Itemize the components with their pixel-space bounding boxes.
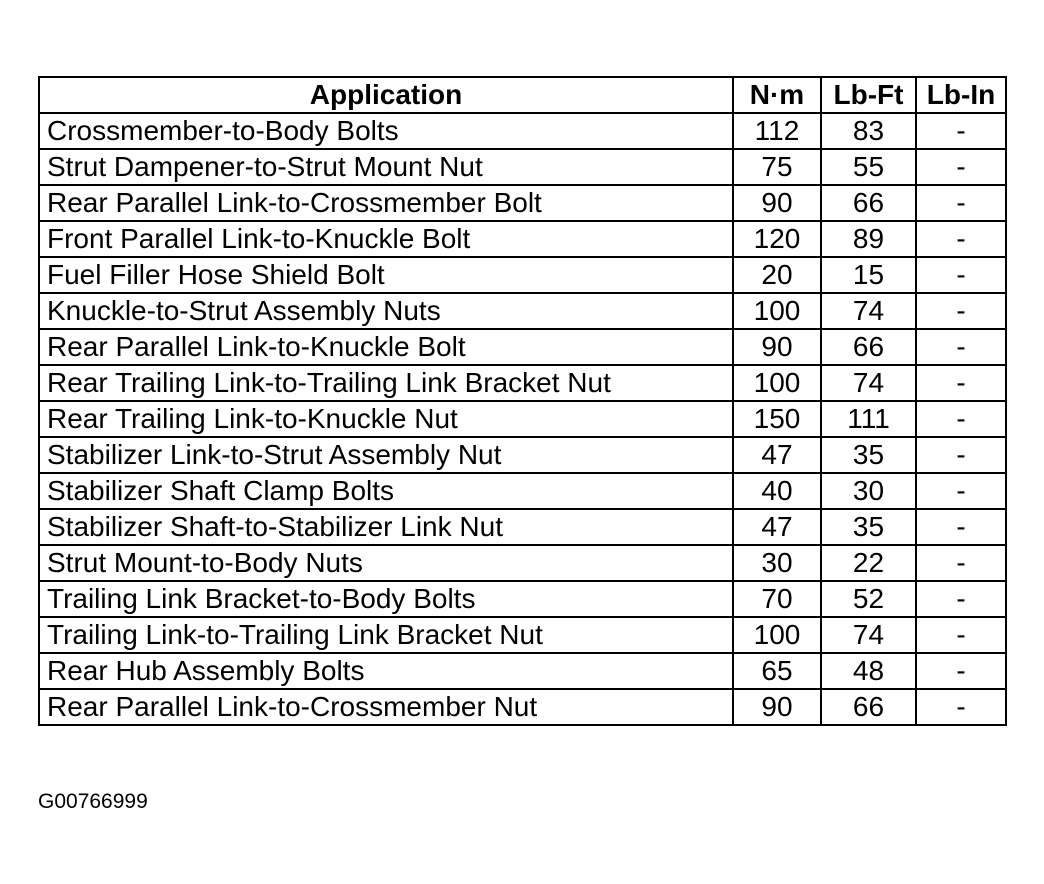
cell-lbft: 74 xyxy=(821,293,916,329)
cell-nm: 47 xyxy=(733,437,821,473)
cell-lbft: 15 xyxy=(821,257,916,293)
table-row xyxy=(39,689,1006,725)
cell-nm: 120 xyxy=(733,221,821,257)
cell-application: Strut Dampener-to-Strut Mount Nut xyxy=(39,149,733,185)
table-row xyxy=(39,113,1006,149)
cell-lbin: - xyxy=(916,149,1006,185)
table-row xyxy=(39,581,1006,617)
cell-lbin: - xyxy=(916,185,1006,221)
cell-nm: 150 xyxy=(733,401,821,437)
cell-nm: 112 xyxy=(733,113,821,149)
cell-nm: 100 xyxy=(733,617,821,653)
table-body xyxy=(39,113,1006,725)
cell-lbft: 74 xyxy=(821,365,916,401)
header-lbft: Lb-Ft xyxy=(821,77,916,113)
table-row xyxy=(39,185,1006,221)
table-row xyxy=(39,545,1006,581)
cell-nm: 65 xyxy=(733,653,821,689)
cell-nm: 90 xyxy=(733,329,821,365)
table-row xyxy=(39,437,1006,473)
cell-lbin: - xyxy=(916,365,1006,401)
cell-nm: 90 xyxy=(733,185,821,221)
cell-application: Stabilizer Shaft-to-Stabilizer Link Nut xyxy=(39,509,733,545)
cell-lbft: 89 xyxy=(821,221,916,257)
cell-nm: 100 xyxy=(733,365,821,401)
table-row xyxy=(39,293,1006,329)
cell-nm: 20 xyxy=(733,257,821,293)
torque-spec-table xyxy=(38,76,1007,726)
cell-lbin: - xyxy=(916,473,1006,509)
cell-lbin: - xyxy=(916,401,1006,437)
cell-lbin: - xyxy=(916,257,1006,293)
cell-lbin: - xyxy=(916,329,1006,365)
cell-application: Knuckle-to-Strut Assembly Nuts xyxy=(39,293,733,329)
cell-nm: 40 xyxy=(733,473,821,509)
cell-application: Stabilizer Shaft Clamp Bolts xyxy=(39,473,733,509)
cell-application: Rear Trailing Link-to-Knuckle Nut xyxy=(39,401,733,437)
header-lbin: Lb-In xyxy=(916,77,1006,113)
cell-lbft: 52 xyxy=(821,581,916,617)
cell-lbft: 22 xyxy=(821,545,916,581)
cell-lbft: 48 xyxy=(821,653,916,689)
cell-application: Strut Mount-to-Body Nuts xyxy=(39,545,733,581)
cell-lbft: 83 xyxy=(821,113,916,149)
cell-nm: 90 xyxy=(733,689,821,725)
cell-lbft: 66 xyxy=(821,329,916,365)
cell-lbft: 35 xyxy=(821,437,916,473)
table-row xyxy=(39,401,1006,437)
cell-lbin: - xyxy=(916,113,1006,149)
cell-nm: 75 xyxy=(733,149,821,185)
table-row xyxy=(39,329,1006,365)
table-row xyxy=(39,653,1006,689)
cell-application: Rear Parallel Link-to-Crossmember Bolt xyxy=(39,185,733,221)
table-row xyxy=(39,257,1006,293)
table-row xyxy=(39,509,1006,545)
cell-application: Front Parallel Link-to-Knuckle Bolt xyxy=(39,221,733,257)
cell-lbft: 111 xyxy=(821,401,916,437)
cell-nm: 30 xyxy=(733,545,821,581)
cell-lbin: - xyxy=(916,689,1006,725)
cell-lbin: - xyxy=(916,293,1006,329)
cell-lbft: 74 xyxy=(821,617,916,653)
figure-id: G00766999 xyxy=(38,790,148,813)
cell-nm: 100 xyxy=(733,293,821,329)
cell-lbin: - xyxy=(916,221,1006,257)
cell-lbft: 55 xyxy=(821,149,916,185)
cell-lbin: - xyxy=(916,545,1006,581)
table-row xyxy=(39,149,1006,185)
cell-application: Rear Hub Assembly Bolts xyxy=(39,653,733,689)
cell-application: Rear Parallel Link-to-Knuckle Bolt xyxy=(39,329,733,365)
table-header xyxy=(39,77,1006,113)
cell-application: Crossmember-to-Body Bolts xyxy=(39,113,733,149)
cell-lbin: - xyxy=(916,581,1006,617)
cell-application: Rear Trailing Link-to-Trailing Link Bracket Nut xyxy=(39,365,733,401)
cell-application: Stabilizer Link-to-Strut Assembly Nut xyxy=(39,437,733,473)
cell-lbft: 30 xyxy=(821,473,916,509)
table-row xyxy=(39,365,1006,401)
cell-nm: 47 xyxy=(733,509,821,545)
cell-lbin: - xyxy=(916,437,1006,473)
header-nm: N·m xyxy=(733,77,821,113)
table-row xyxy=(39,221,1006,257)
cell-application: Rear Parallel Link-to-Crossmember Nut xyxy=(39,689,733,725)
cell-lbft: 35 xyxy=(821,509,916,545)
cell-application: Trailing Link Bracket-to-Body Bolts xyxy=(39,581,733,617)
cell-lbin: - xyxy=(916,617,1006,653)
table-row xyxy=(39,473,1006,509)
cell-nm: 70 xyxy=(733,581,821,617)
cell-lbin: - xyxy=(916,653,1006,689)
cell-application: Fuel Filler Hose Shield Bolt xyxy=(39,257,733,293)
cell-lbft: 66 xyxy=(821,185,916,221)
cell-lbft: 66 xyxy=(821,689,916,725)
header-application: Application xyxy=(39,77,733,113)
cell-application: Trailing Link-to-Trailing Link Bracket Nut xyxy=(39,617,733,653)
header-row xyxy=(39,77,1006,113)
table-row xyxy=(39,617,1006,653)
cell-lbin: - xyxy=(916,509,1006,545)
